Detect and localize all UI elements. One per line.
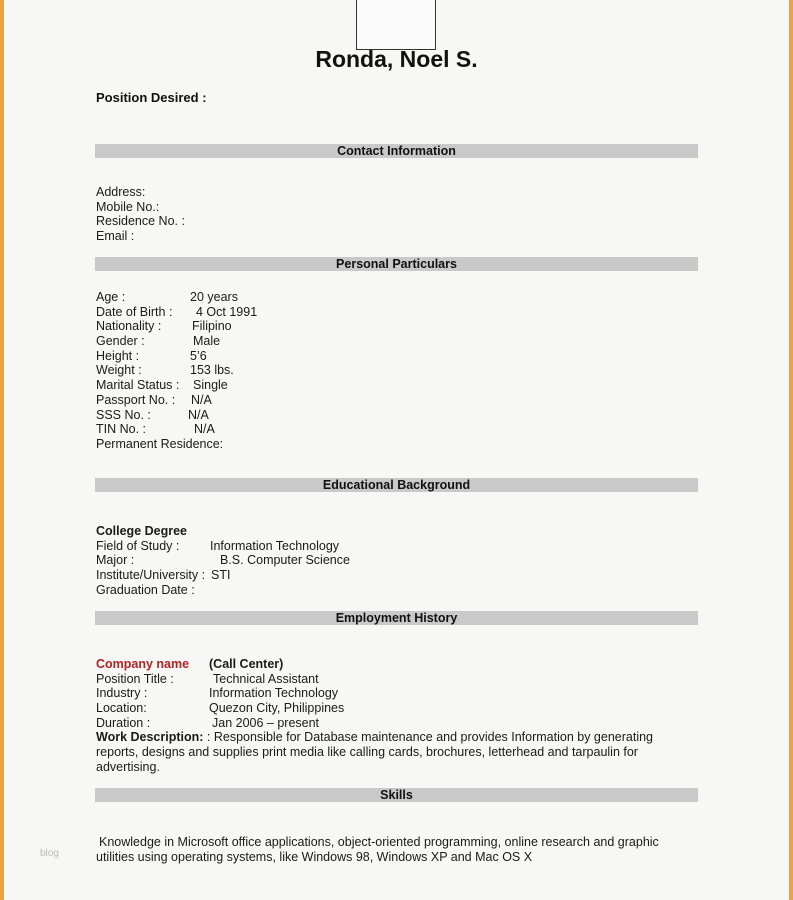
section-contact-information: Contact Information <box>95 144 698 158</box>
section-educational-background: Educational Background <box>95 478 698 492</box>
field-value: B.S. Computer Science <box>220 553 350 568</box>
field-label: Permanent Residence: <box>96 436 224 451</box>
field-value: Information Technology <box>209 686 339 701</box>
field-value: Jan 2006 – present <box>212 715 320 730</box>
field-value: 5’6 <box>190 348 207 363</box>
field-position-title <box>96 672 686 687</box>
field-graduation-date <box>96 582 195 598</box>
work-description-text: : Responsible for Database maintenance and provides Information by generating reports, designs and supplies print media like calling cards, brochures, letterhead and tarpaulin for advertising. <box>96 730 654 774</box>
field-value: Filipino <box>192 319 232 334</box>
field-label: Nationality : <box>96 319 162 334</box>
field-label: Gender : <box>96 334 145 349</box>
photo-placeholder <box>356 0 436 50</box>
field-label: Date of Birth : <box>96 304 173 319</box>
company-value: (Call Center) <box>209 657 284 671</box>
field-label: Duration : <box>96 715 151 730</box>
field-label: Address: <box>96 185 146 199</box>
left-page-edge <box>0 0 4 900</box>
field-label: Email : <box>96 229 135 244</box>
employment-block <box>96 657 686 775</box>
field-value: N/A <box>191 392 212 407</box>
field-label: Passport No. : <box>96 392 176 407</box>
field-field-of-study <box>96 538 340 554</box>
field-label: TIN No. : <box>96 422 147 437</box>
field-label: Location: <box>96 701 147 716</box>
field-location <box>96 701 686 716</box>
field-value: Male <box>193 334 221 349</box>
field-value: 20 years <box>190 290 238 304</box>
field-label: Graduation Date : <box>96 582 195 597</box>
field-duration <box>96 716 686 731</box>
field-label: SSS No. : <box>96 407 151 422</box>
field-label: Field of Study : <box>96 538 180 553</box>
right-page-edge <box>789 0 793 900</box>
field-major <box>96 553 350 568</box>
field-label: Position Title : <box>96 671 174 686</box>
education-block <box>96 524 350 597</box>
field-value: Information Technology <box>210 538 340 553</box>
field-institute <box>96 568 231 583</box>
field-value: 153 lbs. <box>190 363 234 378</box>
work-description <box>96 730 686 774</box>
blog-watermark: blog <box>40 848 59 859</box>
field-value: STI <box>211 568 231 583</box>
section-personal-particulars: Personal Particulars <box>95 257 698 271</box>
work-description-label: Work Description: <box>96 730 204 745</box>
field-label: Weight : <box>96 363 142 378</box>
degree-heading: College Degree <box>96 524 188 538</box>
section-employment-history: Employment History <box>95 611 698 625</box>
candidate-name: Ronda, Noel S. <box>315 46 478 72</box>
field-value: 4 Oct 1991 <box>196 304 258 319</box>
field-value: Technical Assistant <box>213 671 319 686</box>
field-label: Age : <box>96 290 126 304</box>
field-value: Single <box>193 378 228 393</box>
position-desired-label: Position Desired : <box>96 90 207 105</box>
field-industry <box>96 686 686 701</box>
field-value: Quezon City, Philippines <box>209 701 345 716</box>
skills-text: Knowledge in Microsoft office applications, object-oriented programming, online research and graphic utilities using operating systems, like Windows 98, Windows XP and Mac OS X <box>96 835 659 864</box>
company-row <box>96 657 686 672</box>
field-value: N/A <box>188 407 209 422</box>
field-label: Marital Status : <box>96 378 180 393</box>
section-skills: Skills <box>95 788 698 802</box>
field-label: Industry : <box>96 686 148 701</box>
field-label: Height : <box>96 348 140 363</box>
field-value: N/A <box>194 422 215 437</box>
field-label: Major : <box>96 553 135 568</box>
field-label: Residence No. : <box>96 214 185 229</box>
field-label: Mobile No.: <box>96 199 160 214</box>
company-name-label: Company name <box>96 657 190 671</box>
field-label: Institute/University : <box>96 568 206 583</box>
